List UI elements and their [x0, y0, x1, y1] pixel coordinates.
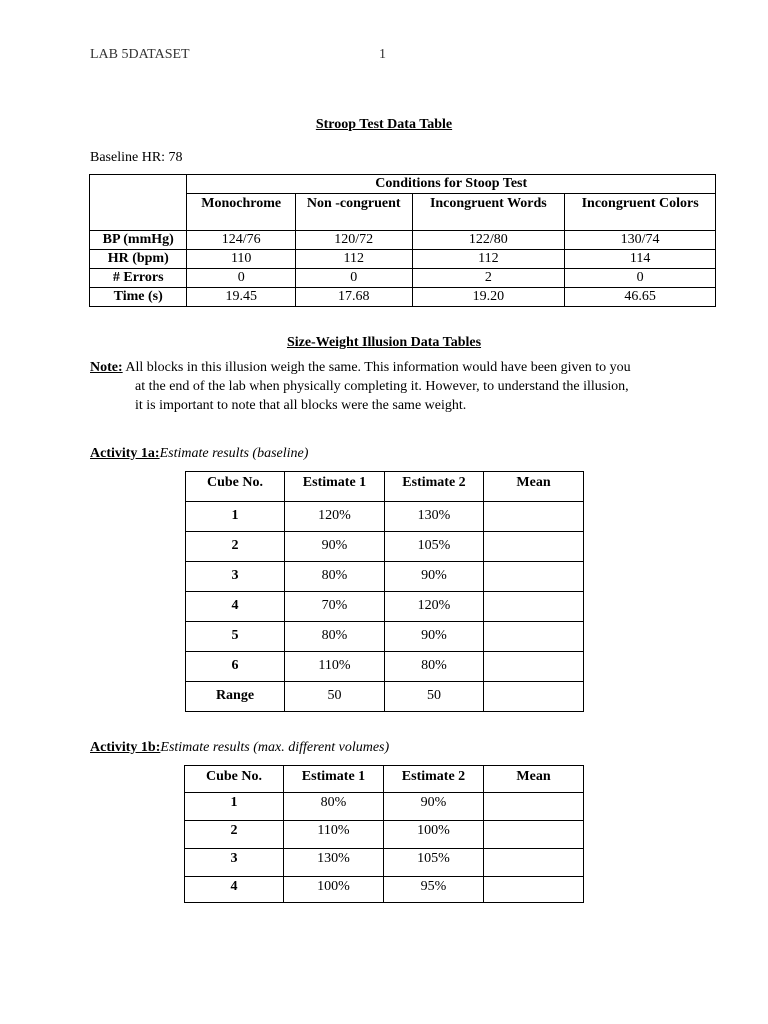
col-header: Cube No. [185, 766, 284, 793]
table-row [186, 652, 584, 682]
table-cell: 0 [565, 269, 716, 288]
stroop-col-header: Monochrome [187, 194, 296, 231]
activity-1a-desc: Estimate results (baseline) [159, 446, 309, 461]
table-cell: 0 [187, 269, 296, 288]
mean-cell [484, 532, 584, 562]
cube-number: 2 [186, 532, 285, 562]
stroop-corner-cell [90, 175, 187, 231]
row-label: # Errors [90, 269, 187, 288]
estimate-2: 105% [385, 532, 484, 562]
table-cell: 130/74 [565, 231, 716, 250]
estimate-2: 95% [384, 877, 484, 903]
table-cell: 46.65 [565, 288, 716, 307]
cube-number: 3 [185, 849, 284, 877]
col-header: Estimate 1 [284, 766, 384, 793]
note-line-1: All blocks in this illusion weigh the same. This information would have been given to you [125, 360, 631, 375]
cube-number: 6 [186, 652, 285, 682]
estimate-1: 80% [285, 622, 385, 652]
mean-cell [484, 821, 584, 849]
mean-cell [484, 793, 584, 821]
table-cell: 19.20 [412, 288, 565, 307]
estimate-1: 120% [285, 502, 385, 532]
table-cell: 19.45 [187, 288, 296, 307]
activity-1b-table [184, 765, 584, 903]
table-row [186, 682, 584, 712]
note-line-3: it is important to note that all blocks were the same weight. [135, 398, 467, 413]
col-header: Mean [484, 766, 584, 793]
table-cell: 120/72 [295, 231, 412, 250]
estimate-1: 90% [285, 532, 385, 562]
stroop-table [89, 174, 716, 307]
stroop-col-header: Incongruent Colors [565, 194, 716, 231]
activity-1a-label: Activity 1a: [90, 446, 160, 461]
estimate-1: 80% [284, 793, 384, 821]
note-label: Note: [90, 360, 123, 375]
estimate-2: 120% [385, 592, 484, 622]
activity-1a-table [185, 471, 584, 712]
activity-1b-title [90, 740, 389, 756]
note-paragraph [90, 358, 690, 415]
estimate-2: 90% [385, 622, 484, 652]
table-row [186, 592, 584, 622]
page-number: 1 [379, 47, 386, 62]
table-cell: 124/76 [187, 231, 296, 250]
cube-number: 4 [185, 877, 284, 903]
cube-number: 5 [186, 622, 285, 652]
cube-number: 1 [186, 502, 285, 532]
estimate-2: 90% [384, 793, 484, 821]
table-row [185, 821, 584, 849]
table-cell: 114 [565, 250, 716, 269]
table-row [186, 562, 584, 592]
activity-1b-label: Activity 1b: [90, 740, 161, 755]
table-row [186, 622, 584, 652]
table-cell: 0 [295, 269, 412, 288]
col-header: Estimate 1 [285, 472, 385, 502]
estimate-2: 90% [385, 562, 484, 592]
table-row [90, 231, 716, 250]
table-row [185, 849, 584, 877]
activity-1a-title [90, 446, 308, 462]
mean-cell [484, 652, 584, 682]
range-label: Range [186, 682, 285, 712]
range-estimate-2: 50 [385, 682, 484, 712]
table-cell: 2 [412, 269, 565, 288]
note-line-2: at the end of the lab when physically completing it. However, to understand the illusion, [135, 379, 629, 394]
estimate-1: 130% [284, 849, 384, 877]
table-row [185, 877, 584, 903]
activity-1b-desc: Estimate results (max. different volumes) [160, 740, 390, 755]
table-row [186, 502, 584, 532]
table-cell: 112 [295, 250, 412, 269]
size-weight-title: Size-Weight Illusion Data Tables [286, 335, 482, 350]
mean-cell [484, 877, 584, 903]
estimate-1: 70% [285, 592, 385, 622]
range-estimate-1: 50 [285, 682, 385, 712]
row-label: HR (bpm) [90, 250, 187, 269]
table-row [186, 532, 584, 562]
cube-number: 2 [185, 821, 284, 849]
col-header: Mean [484, 472, 584, 502]
mean-cell [484, 562, 584, 592]
table-row [90, 269, 716, 288]
stroop-col-header: Incongruent Words [412, 194, 565, 231]
mean-cell [484, 592, 584, 622]
table-row [185, 793, 584, 821]
table-cell: 110 [187, 250, 296, 269]
table-cell: 17.68 [295, 288, 412, 307]
estimate-2: 105% [384, 849, 484, 877]
estimate-1: 80% [285, 562, 385, 592]
table-cell: 112 [412, 250, 565, 269]
table-row [90, 288, 716, 307]
estimate-2: 80% [385, 652, 484, 682]
stroop-col-header: Non -congruent [295, 194, 412, 231]
estimate-1: 100% [284, 877, 384, 903]
cube-number: 3 [186, 562, 285, 592]
col-header: Estimate 2 [384, 766, 484, 793]
table-cell: 122/80 [412, 231, 565, 250]
row-label: Time (s) [90, 288, 187, 307]
row-label: BP (mmHg) [90, 231, 187, 250]
stroop-title: Stroop Test Data Table [315, 117, 453, 132]
mean-cell [484, 622, 584, 652]
cube-number: 1 [185, 793, 284, 821]
estimate-1: 110% [285, 652, 385, 682]
stroop-group-header: Conditions for Stoop Test [187, 175, 716, 194]
estimate-1: 110% [284, 821, 384, 849]
range-mean [484, 682, 584, 712]
mean-cell [484, 502, 584, 532]
col-header: Cube No. [186, 472, 285, 502]
estimate-2: 130% [385, 502, 484, 532]
estimate-2: 100% [384, 821, 484, 849]
table-row [90, 250, 716, 269]
mean-cell [484, 849, 584, 877]
running-header: LAB 5DATASET [90, 47, 190, 62]
col-header: Estimate 2 [385, 472, 484, 502]
cube-number: 4 [186, 592, 285, 622]
baseline-hr: Baseline HR: 78 [90, 150, 183, 165]
